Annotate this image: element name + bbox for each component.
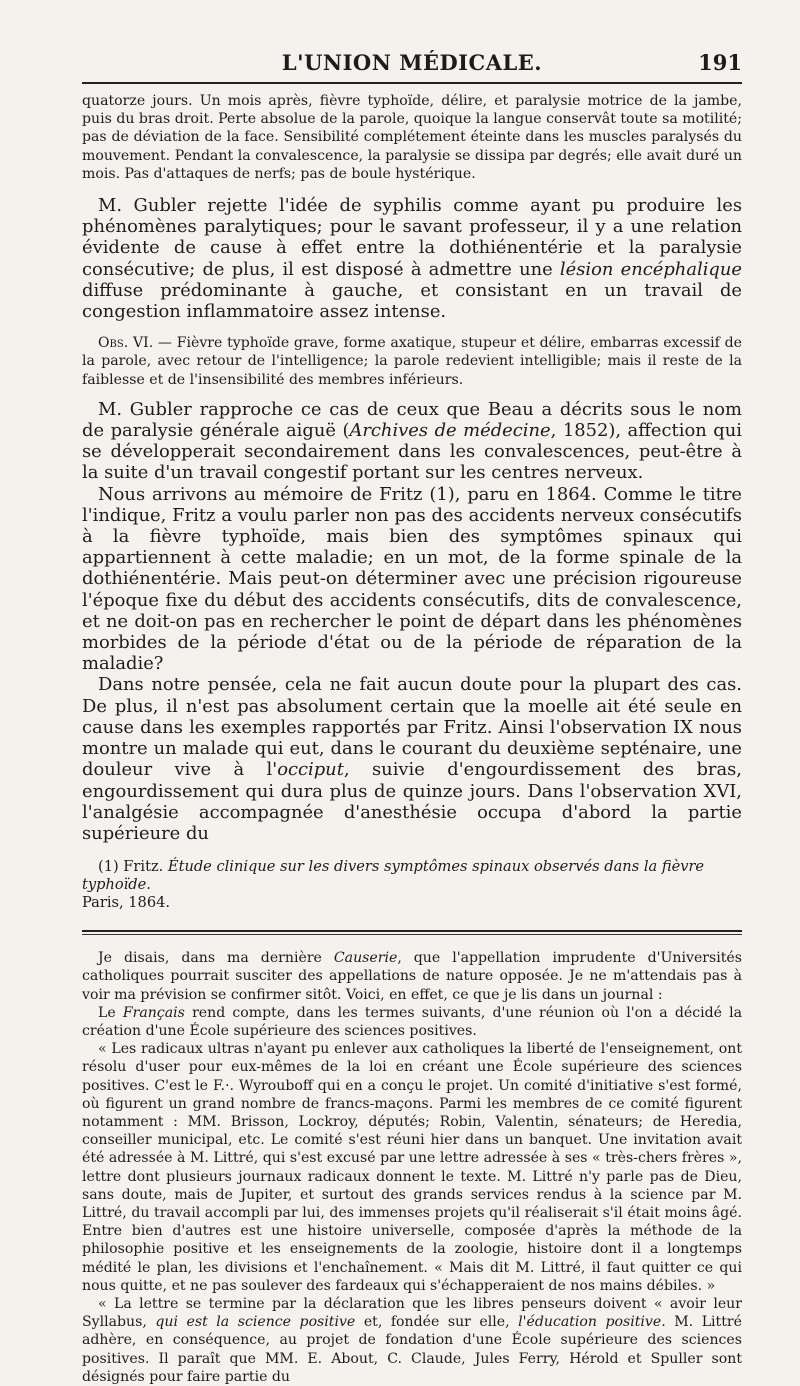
header-rule bbox=[82, 82, 742, 84]
paragraph-gubler-syphilis bbox=[82, 195, 742, 322]
observation-vi bbox=[82, 334, 742, 389]
newspaper-title: Français bbox=[122, 1004, 185, 1021]
journal-title: Archives de médecine bbox=[349, 420, 551, 442]
italic-phrase: l'éducation positive. bbox=[518, 1314, 666, 1331]
italic-term: occiput bbox=[277, 759, 344, 781]
text-run: Dans notre pensée, cela ne fait aucun doute pour la plupart des cas. De plus, il n'est pas absolument certain que la moelle ait été seule en cause dans les exemples rapportés par Fritz. Ainsi l'observation IX nous montre un malade qui eut, dans le courant du deuxième septénaire, une douleur vive à l' bbox=[82, 674, 742, 781]
feuilleton-rule bbox=[82, 930, 742, 935]
page-header bbox=[82, 46, 742, 82]
feuilleton-paragraph-4 bbox=[82, 1295, 742, 1386]
text-run: , que l'appellation imprudente d'Universités catholiques pourrait susciter des appellations de nature opposée. Je ne m'attendais pas à voir ma prévision se confirmer sitôt. Voici, en effet, ce que je lis dans un journal : bbox=[82, 950, 742, 1003]
feuilleton-paragraph-1 bbox=[82, 949, 742, 1004]
paragraph-beau bbox=[82, 399, 742, 484]
footnote-place: Paris, 1864. bbox=[82, 894, 171, 912]
text-run: M. Littré adhère, en conséquence, au projet de fondation d'une École supérieure des sciences positives. Il paraît que MM. E. About, C. Claude, Jules Ferry, Hérold et Spuller sont désignés pour faire partie du bbox=[82, 1314, 742, 1385]
text-run: Je disais, dans ma dernière bbox=[98, 950, 322, 967]
footnote-marker: (1) Fritz. bbox=[98, 858, 164, 876]
page bbox=[82, 46, 742, 1386]
text-run: , suivie d'engourdissement des bras, engourdissement qui dura plus de quinze jours. Dans l'observation XVI, l'analgésie accompagnée d'anesthésie occupa d'abord la partie supérieure du bbox=[82, 759, 742, 844]
feuilleton-section bbox=[82, 949, 742, 1386]
text-run: et, fondée sur elle, bbox=[363, 1314, 510, 1331]
feuilleton-paragraph-2 bbox=[82, 1004, 742, 1040]
paragraph-case-description: quatorze jours. Un mois après, fièvre typhoïde, délire, et paralysie motrice de la jambe, puis du bras droit. Perte absolue de la parole, quoique la langue conservât toute sa motilité; pas de déviation de la face. Sensibilité complétement éteinte dans les muscles paralysés du mouvement. Pendant la convalescence, la paralysie se dissipa par degrés; elle avait duré un mois. Pas d'attaques de nerfs; pas de boule hystérique. bbox=[82, 93, 742, 182]
footnote bbox=[82, 858, 742, 912]
text-run: , 1852), affection qui se développerait secondairement dans les convalescences, peut-être à la suite d'un travail congestif portant sur les centres nerveux. bbox=[82, 420, 742, 484]
text-run: Le bbox=[98, 1004, 116, 1021]
italic-term: lésion encéphalique bbox=[559, 258, 742, 280]
italic-term: Causerie bbox=[333, 950, 398, 967]
paragraph-fritz: Nous arrivons au mémoire de Fritz (1), paru en 1864. Comme le titre l'indique, Fritz a voulu parler non pas des accidents nerveux consécutifs à la fièvre typhoïde, mais bien des symptômes spinaux qui appartiennent à cette maladie; en un mot, de la forme spinale de la dothiénentérie. Mais peut-on déterminer avec une précision rigoureuse l'époque fixe du début des accidents consécutifs, dits de convalescence, et ne doit-on pas en rechercher le point de départ dans les phénomènes morbides de la période d'état ou de la période de réparation de la maladie? bbox=[82, 483, 742, 675]
italic-phrase: qui est la science positive bbox=[155, 1314, 356, 1331]
observation-label: Obs. VI. bbox=[98, 335, 154, 352]
text-run: rend compte, dans les termes suivants, d'une réunion où l'on a décidé la création d'une École supérieure des sciences positives. bbox=[82, 1004, 743, 1039]
observation-text: — Fièvre typhoïde grave, forme axatique, stupeur et délire, embarras excessif de la parole, avec retour de l'intelligence; la parole redevient intelligible; mais il reste de la faiblesse et de l'insensibilité des membres inférieurs. bbox=[82, 335, 742, 388]
feuilleton-quote: « Les radicaux ultras n'ayant pu enlever aux catholiques la liberté de l'enseignement, ont résolu d'user pour eux-mêmes de la loi en créant une École supérieure des sciences positives. C'est le F.·. Wyrouboff qui en a conçu le projet. Un comité d'initiative s'est formé, où figurent un grand nombre de francs-maçons. Parmi les membres de ce comité figurent notamment : MM. Brisson, Lockroy, députés; Robin, Valentin, sénateurs; de Heredia, conseiller municipal, etc. Le comité s'est réuni hier dans un banquet. Une invitation avait été adressée à M. Littré, qui s'est excusé par une lettre adressée à ses « très-chers frères », lettre dont plusieurs journaux radicaux donnent le texte. M. Littré n'y parle pas de Dieu, sans doute, mais de Jupiter, et surtout des grands services rendus à la science par M. Littré, du travail accompli par lui, des immenses projets qu'il réaliserait s'il était moins âgé. Entre bien d'autres est une histoire universelle, composée d'après la méthode de la philosophie positive et les enseignements de la zoologie, histoire dont il a longtemps médité le plan, les divisions et l'enchaînement. « Mais dit M. Littré, il faut quitter ce qui nous quitte, et ne pas soulever des fardeaux qui s'échapperaient de nos mains débiles. » bbox=[82, 1041, 742, 1294]
text-run: M. Gubler rapproche ce cas de ceux que Beau a décrits sous le nom de paralysie générale aiguë ( bbox=[82, 398, 742, 442]
text-run: « La lettre se termine par la déclaration que les libres penseurs doivent « avoir leur Syllabus, bbox=[82, 1295, 742, 1331]
text-run: M. Gubler rejette l'idée de syphilis comme ayant pu produire les phénomènes paralytiques; pour le savant professeur, il y a une relation évidente de cause à effet entre la dothiénentérie et la paralysie consécutive; de plus, il est disposé à admettre une bbox=[82, 195, 742, 280]
page-number: 191 bbox=[698, 50, 742, 75]
footnote-title: Étude clinique sur les divers symptômes spinaux observés dans la fièvre typhoïde. bbox=[82, 858, 705, 894]
paragraph-notre-pensee bbox=[82, 674, 742, 844]
running-title: L'UNION MÉDICALE. bbox=[281, 50, 543, 75]
text-run: diffuse prédominante à gauche, et consistant en un travail de congestion inflammatoire assez intense. bbox=[82, 279, 742, 323]
